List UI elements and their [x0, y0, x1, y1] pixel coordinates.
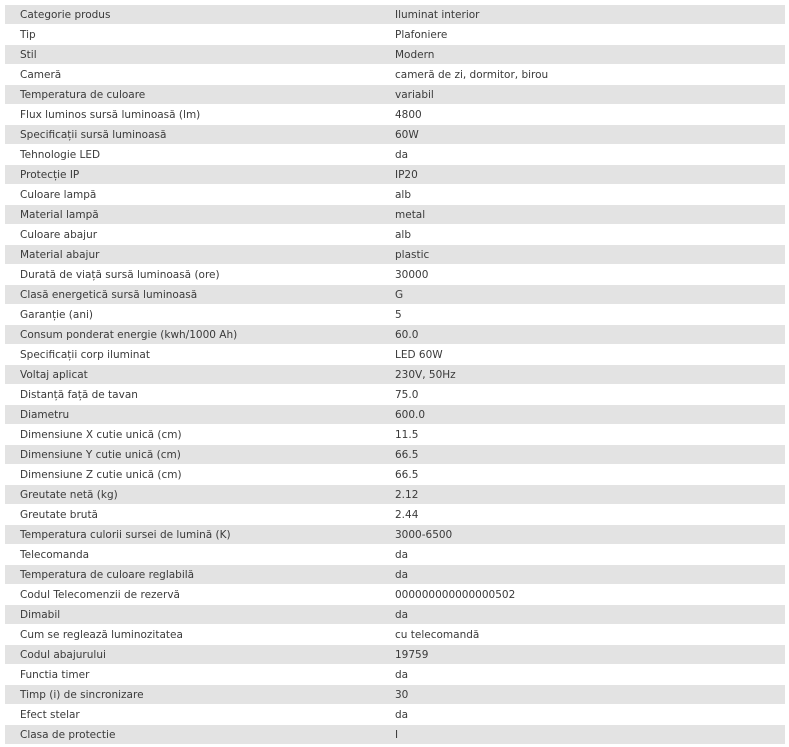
- spec-value: alb: [380, 225, 785, 245]
- spec-label: Flux luminos sursă luminoasă (lm): [5, 105, 380, 125]
- spec-value: da: [380, 145, 785, 165]
- spec-label: Codul Telecomenzii de rezervă: [5, 585, 380, 605]
- spec-label: Voltaj aplicat: [5, 365, 380, 385]
- spec-label: Stil: [5, 45, 380, 65]
- spec-value: Modern: [380, 45, 785, 65]
- spec-value: da: [380, 705, 785, 725]
- spec-row: [5, 405, 785, 425]
- spec-value: 75.0: [380, 385, 785, 405]
- spec-label: Material abajur: [5, 245, 380, 265]
- spec-label: Greutate netă (kg): [5, 485, 380, 505]
- spec-value: 60W: [380, 125, 785, 145]
- spec-value: 66.5: [380, 465, 785, 485]
- spec-value: 11.5: [380, 425, 785, 445]
- spec-row: [5, 265, 785, 285]
- spec-value: 2.12: [380, 485, 785, 505]
- spec-row: [5, 585, 785, 605]
- spec-row: [5, 625, 785, 645]
- spec-value: alb: [380, 185, 785, 205]
- spec-label: Timp (i) de sincronizare: [5, 685, 380, 705]
- spec-value: 3000-6500: [380, 525, 785, 545]
- spec-label: Categorie produs: [5, 5, 380, 25]
- spec-row: [5, 325, 785, 345]
- spec-value: metal: [380, 205, 785, 225]
- spec-row: [5, 525, 785, 545]
- spec-value: 66.5: [380, 445, 785, 465]
- spec-value: da: [380, 565, 785, 585]
- spec-row: [5, 545, 785, 565]
- spec-label: Temperatura de culoare: [5, 85, 380, 105]
- spec-label: Durată de viață sursă luminoasă (ore): [5, 265, 380, 285]
- spec-row: [5, 685, 785, 705]
- spec-value: da: [380, 665, 785, 685]
- spec-row: [5, 565, 785, 585]
- spec-value: 30: [380, 685, 785, 705]
- spec-label: Dimabil: [5, 605, 380, 625]
- spec-label: Culoare lampă: [5, 185, 380, 205]
- spec-label: Tehnologie LED: [5, 145, 380, 165]
- spec-value: cameră de zi, dormitor, birou: [380, 65, 785, 85]
- spec-label: Efect stelar: [5, 705, 380, 725]
- spec-label: Temperatura culorii sursei de lumină (K): [5, 525, 380, 545]
- spec-label: Telecomanda: [5, 545, 380, 565]
- spec-label: Clasă energetică sursă luminoasă: [5, 285, 380, 305]
- spec-value: Iluminat interior: [380, 5, 785, 25]
- spec-table-body: [5, 5, 785, 745]
- spec-label: Temperatura de culoare reglabilă: [5, 565, 380, 585]
- spec-value: 60.0: [380, 325, 785, 345]
- spec-value: I: [380, 725, 785, 745]
- spec-value: da: [380, 605, 785, 625]
- spec-label: Culoare abajur: [5, 225, 380, 245]
- spec-row: [5, 465, 785, 485]
- spec-label: Clasa de protectie: [5, 725, 380, 745]
- product-spec-table: [5, 5, 785, 745]
- spec-row: [5, 665, 785, 685]
- spec-label: Tip: [5, 25, 380, 45]
- spec-row: [5, 65, 785, 85]
- spec-row: [5, 125, 785, 145]
- spec-label: Dimensiune Z cutie unică (cm): [5, 465, 380, 485]
- spec-row: [5, 45, 785, 65]
- spec-value: LED 60W: [380, 345, 785, 365]
- spec-value: 19759: [380, 645, 785, 665]
- spec-value: IP20: [380, 165, 785, 185]
- spec-label: Material lampă: [5, 205, 380, 225]
- spec-row: [5, 305, 785, 325]
- spec-row: [5, 345, 785, 365]
- spec-label: Diametru: [5, 405, 380, 425]
- spec-value: 000000000000000502: [380, 585, 785, 605]
- spec-label: Codul abajurului: [5, 645, 380, 665]
- spec-label: Garanție (ani): [5, 305, 380, 325]
- spec-row: [5, 725, 785, 745]
- spec-row: [5, 25, 785, 45]
- spec-value: 4800: [380, 105, 785, 125]
- spec-label: Distanță față de tavan: [5, 385, 380, 405]
- spec-row: [5, 645, 785, 665]
- spec-label: Dimensiune X cutie unică (cm): [5, 425, 380, 445]
- spec-label: Cum se reglează luminozitatea: [5, 625, 380, 645]
- spec-row: [5, 285, 785, 305]
- spec-value: G: [380, 285, 785, 305]
- spec-row: [5, 85, 785, 105]
- spec-row: [5, 105, 785, 125]
- spec-label: Cameră: [5, 65, 380, 85]
- spec-value: 30000: [380, 265, 785, 285]
- spec-label: Consum ponderat energie (kwh/1000 Ah): [5, 325, 380, 345]
- spec-row: [5, 165, 785, 185]
- spec-row: [5, 445, 785, 465]
- spec-row: [5, 225, 785, 245]
- spec-row: [5, 145, 785, 165]
- spec-row: [5, 245, 785, 265]
- spec-value: 600.0: [380, 405, 785, 425]
- spec-row: [5, 605, 785, 625]
- spec-label: Dimensiune Y cutie unică (cm): [5, 445, 380, 465]
- spec-label: Greutate brută: [5, 505, 380, 525]
- spec-value: cu telecomandă: [380, 625, 785, 645]
- spec-value: 2.44: [380, 505, 785, 525]
- spec-row: [5, 505, 785, 525]
- spec-row: [5, 205, 785, 225]
- spec-label: Functia timer: [5, 665, 380, 685]
- spec-value: plastic: [380, 245, 785, 265]
- spec-row: [5, 705, 785, 725]
- spec-row: [5, 385, 785, 405]
- spec-value: variabil: [380, 85, 785, 105]
- spec-label: Specificații sursă luminoasă: [5, 125, 380, 145]
- spec-row: [5, 485, 785, 505]
- spec-label: Protecție IP: [5, 165, 380, 185]
- spec-row: [5, 365, 785, 385]
- spec-row: [5, 185, 785, 205]
- spec-row: [5, 425, 785, 445]
- spec-value: da: [380, 545, 785, 565]
- spec-label: Specificații corp iluminat: [5, 345, 380, 365]
- spec-row: [5, 5, 785, 25]
- spec-value: 230V, 50Hz: [380, 365, 785, 385]
- spec-value: 5: [380, 305, 785, 325]
- spec-value: Plafoniere: [380, 25, 785, 45]
